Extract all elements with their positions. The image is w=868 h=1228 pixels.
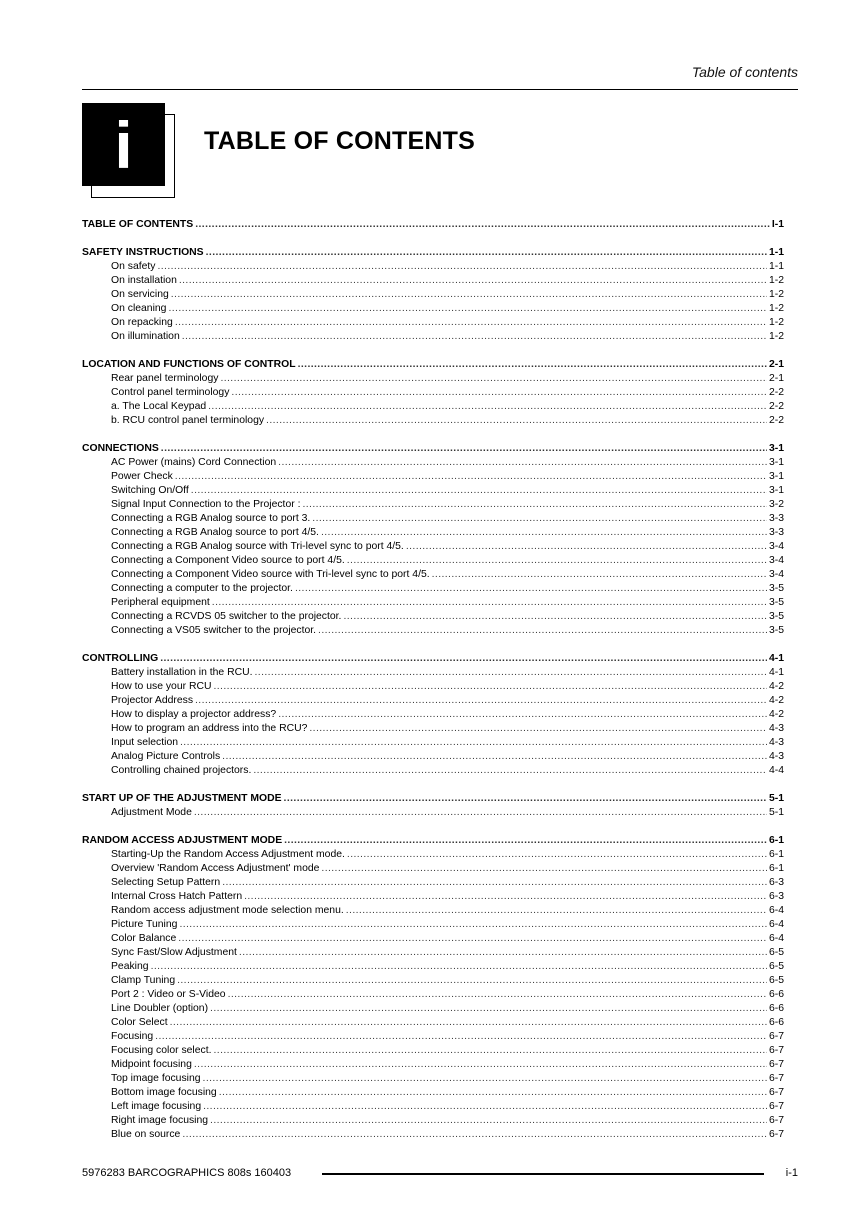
toc-entry-title: On installation — [111, 275, 177, 286]
toc-entry[interactable] — [82, 568, 784, 582]
toc-entry-title: How to program an address into the RCU? — [111, 723, 308, 734]
toc-heading[interactable] — [82, 246, 784, 260]
toc-entry-page: 6-3 — [768, 877, 784, 888]
dot-leader — [298, 358, 767, 372]
dot-leader — [175, 316, 767, 330]
table-of-contents — [82, 218, 784, 1156]
dot-leader — [195, 694, 767, 708]
toc-heading[interactable] — [82, 834, 784, 848]
toc-entry[interactable] — [82, 624, 784, 638]
toc-entry-title: Midpoint focusing — [111, 1059, 192, 1070]
toc-section — [82, 792, 784, 820]
toc-entry-title: AC Power (mains) Cord Connection — [111, 457, 277, 468]
toc-entry[interactable] — [82, 904, 784, 918]
dot-leader — [206, 246, 767, 260]
toc-entry-page: 5-1 — [768, 807, 784, 818]
toc-entry-page: 1-1 — [768, 261, 784, 272]
toc-entry[interactable] — [82, 274, 784, 288]
toc-entry[interactable] — [82, 862, 784, 876]
toc-heading-page: 6-1 — [768, 835, 784, 846]
toc-entry-page: 3-3 — [768, 527, 784, 538]
toc-entry-page: 6-7 — [768, 1101, 784, 1112]
dot-leader — [161, 442, 767, 456]
toc-entry[interactable] — [82, 946, 784, 960]
toc-entry-title: Switching On/Off — [111, 485, 189, 496]
toc-entry[interactable] — [82, 764, 784, 778]
toc-entry-title: Controlling chained projectors. — [111, 765, 252, 776]
toc-entry-page: 6-7 — [768, 1087, 784, 1098]
toc-entry[interactable] — [82, 974, 784, 988]
toc-entry-page: 3-1 — [768, 471, 784, 482]
toc-entry-page: 3-2 — [768, 499, 784, 510]
toc-entry[interactable] — [82, 400, 784, 414]
toc-heading-title: START UP OF THE ADJUSTMENT MODE — [82, 793, 282, 804]
toc-entry-page: 4-2 — [768, 695, 784, 706]
toc-entry-page: 4-3 — [768, 737, 784, 748]
toc-heading-page: 4-1 — [768, 653, 784, 664]
dot-leader — [208, 400, 767, 414]
toc-entry-page: 6-7 — [768, 1129, 784, 1140]
footer-page-number: i-1 — [785, 1167, 798, 1179]
dot-leader — [343, 610, 767, 624]
toc-entry[interactable] — [82, 1016, 784, 1030]
toc-entry-page: 6-6 — [768, 989, 784, 1000]
toc-section — [82, 834, 784, 1142]
dot-leader — [309, 722, 767, 736]
toc-entry[interactable] — [82, 1086, 784, 1100]
dot-leader — [151, 960, 767, 974]
chapter-badge: i — [82, 103, 165, 186]
toc-entry-page: 3-4 — [768, 555, 784, 566]
toc-entry-page: 6-7 — [768, 1115, 784, 1126]
toc-section — [82, 358, 784, 428]
toc-heading-page: 5-1 — [768, 793, 784, 804]
dot-leader — [266, 414, 767, 428]
toc-entry[interactable] — [82, 932, 784, 946]
dot-leader — [160, 652, 767, 666]
toc-entry[interactable] — [82, 498, 784, 512]
toc-entry-page: 3-5 — [768, 597, 784, 608]
toc-entry[interactable] — [82, 302, 784, 316]
dot-leader — [244, 890, 767, 904]
toc-entry[interactable] — [82, 484, 784, 498]
dot-leader — [178, 932, 767, 946]
dot-leader — [321, 526, 767, 540]
toc-heading-page: I-1 — [771, 219, 784, 230]
toc-entry[interactable] — [82, 680, 784, 694]
dot-leader — [155, 1030, 767, 1044]
toc-entry-title: Picture Tuning — [111, 919, 178, 930]
toc-heading-page: 3-1 — [768, 443, 784, 454]
dot-leader — [284, 834, 767, 848]
dot-leader — [194, 1058, 767, 1072]
toc-heading-title: TABLE OF CONTENTS — [82, 219, 194, 230]
toc-entry[interactable] — [82, 918, 784, 932]
toc-entry-title: Control panel terminology — [111, 387, 230, 398]
toc-entry-page: 1-2 — [768, 275, 784, 286]
toc-heading[interactable] — [82, 792, 784, 806]
toc-entry[interactable] — [82, 330, 784, 344]
toc-entry-page: 1-2 — [768, 317, 784, 328]
dot-leader — [278, 708, 767, 722]
toc-entry-page: 6-7 — [768, 1031, 784, 1042]
toc-entry-page: 1-2 — [768, 289, 784, 300]
toc-entry-title: Connecting a computer to the projector. — [111, 583, 293, 594]
toc-entry-title: Connecting a RGB Analog source to port 3. — [111, 513, 311, 524]
toc-entry[interactable] — [82, 876, 784, 890]
toc-entry-title: Focusing — [111, 1031, 154, 1042]
toc-heading-title: CONNECTIONS — [82, 443, 159, 454]
toc-heading-title: CONTROLLING — [82, 653, 159, 664]
toc-entry-page: 3-1 — [768, 485, 784, 496]
toc-entry[interactable] — [82, 1114, 784, 1128]
toc-heading[interactable] — [82, 442, 784, 456]
toc-entry-title: Focusing color select. — [111, 1045, 212, 1056]
dot-leader — [195, 218, 770, 232]
toc-entry[interactable] — [82, 848, 784, 862]
toc-entry-page: 6-4 — [768, 933, 784, 944]
toc-entry-page: 6-5 — [768, 961, 784, 972]
toc-entry[interactable] — [82, 666, 784, 680]
toc-entry-title: Right image focusing — [111, 1115, 209, 1126]
toc-entry[interactable] — [82, 288, 784, 302]
dot-leader — [302, 498, 767, 512]
dot-leader — [182, 330, 767, 344]
toc-entry-title: Overview 'Random Access Adjustment' mode — [111, 863, 320, 874]
toc-entry-title: Peaking — [111, 961, 149, 972]
toc-entry[interactable] — [82, 414, 784, 428]
toc-entry[interactable] — [82, 806, 784, 820]
toc-entry[interactable] — [82, 694, 784, 708]
toc-entry-title: Clamp Tuning — [111, 975, 176, 986]
toc-entry-title: On cleaning — [111, 303, 167, 314]
toc-entry-title: Adjustment Mode — [111, 807, 192, 818]
toc-entry-page: 6-4 — [768, 905, 784, 916]
toc-entry-title: Color Balance — [111, 933, 177, 944]
dot-leader — [179, 918, 767, 932]
dot-leader — [170, 1016, 767, 1030]
header-rule — [82, 89, 798, 90]
dot-leader — [203, 1072, 767, 1086]
dot-leader — [212, 596, 767, 610]
toc-entry-title: Signal Input Connection to the Projector : — [111, 499, 301, 510]
dot-leader — [222, 750, 767, 764]
toc-entry[interactable] — [82, 470, 784, 484]
toc-entry-page: 4-2 — [768, 681, 784, 692]
toc-entry-title: Line Doubler (option) — [111, 1003, 209, 1014]
toc-section — [82, 218, 784, 232]
dot-leader — [406, 540, 767, 554]
dot-leader — [295, 582, 767, 596]
toc-entry-title: Internal Cross Hatch Pattern — [111, 891, 243, 902]
toc-entry[interactable] — [82, 1030, 784, 1044]
toc-heading[interactable] — [82, 652, 784, 666]
toc-entry-title: Connecting a RGB Analog source to port 4/5. — [111, 527, 319, 538]
dot-leader — [346, 904, 767, 918]
dot-leader — [219, 1086, 767, 1100]
toc-entry-page: 3-4 — [768, 569, 784, 580]
toc-entry-title: Random access adjustment mode selection menu. — [111, 905, 344, 916]
page-title: TABLE OF CONTENTS — [204, 127, 475, 155]
toc-entry[interactable] — [82, 260, 784, 274]
toc-entry-page: 6-6 — [768, 1003, 784, 1014]
toc-entry[interactable] — [82, 750, 784, 764]
toc-entry[interactable] — [82, 708, 784, 722]
toc-entry[interactable] — [82, 736, 784, 750]
toc-entry[interactable] — [82, 1072, 784, 1086]
dot-leader — [220, 372, 767, 386]
toc-entry-title: On safety — [111, 261, 156, 272]
dot-leader — [191, 484, 767, 498]
dot-leader — [284, 792, 767, 806]
dot-leader — [222, 876, 767, 890]
dot-leader — [157, 260, 766, 274]
dot-leader — [168, 302, 767, 316]
toc-entry-title: Connecting a RCVDS 05 switcher to the projector. — [111, 611, 342, 622]
toc-section — [82, 246, 784, 344]
toc-entry-page: 3-1 — [768, 457, 784, 468]
toc-entry-page: 4-1 — [768, 667, 784, 678]
toc-heading[interactable] — [82, 358, 784, 372]
toc-entry-title: Connecting a VS05 switcher to the projector. — [111, 625, 317, 636]
toc-entry-title: Projector Address — [111, 695, 194, 706]
dot-leader — [347, 848, 767, 862]
toc-entry[interactable] — [82, 386, 784, 400]
toc-entry-page: 3-4 — [768, 541, 784, 552]
toc-entry-title: Color Select — [111, 1017, 168, 1028]
toc-entry-title: Left image focusing — [111, 1101, 202, 1112]
toc-entry-title: How to display a projector address? — [111, 709, 277, 720]
toc-section — [82, 652, 784, 778]
toc-entry-page: 6-7 — [768, 1045, 784, 1056]
running-header: Table of contents — [691, 64, 798, 80]
toc-entry[interactable] — [82, 554, 784, 568]
toc-entry[interactable] — [82, 456, 784, 470]
toc-entry-page: 4-2 — [768, 709, 784, 720]
toc-entry[interactable] — [82, 1044, 784, 1058]
toc-entry-page: 6-1 — [768, 863, 784, 874]
toc-entry-page: 2-2 — [768, 415, 784, 426]
toc-entry[interactable] — [82, 960, 784, 974]
dot-leader — [318, 624, 767, 638]
toc-entry-title: b. RCU control panel terminology — [111, 415, 265, 426]
dot-leader — [255, 666, 767, 680]
toc-entry[interactable] — [82, 512, 784, 526]
toc-entry-page: 2-1 — [768, 373, 784, 384]
toc-entry-title: Top image focusing — [111, 1073, 201, 1084]
toc-entry-title: Bottom image focusing — [111, 1087, 217, 1098]
toc-entry[interactable] — [82, 988, 784, 1002]
dot-leader — [180, 736, 767, 750]
toc-entry[interactable] — [82, 1002, 784, 1016]
dot-leader — [177, 974, 767, 988]
toc-entry[interactable] — [82, 1058, 784, 1072]
toc-entry-title: On repacking — [111, 317, 173, 328]
toc-entry-page: 3-5 — [768, 583, 784, 594]
toc-entry-page: 3-5 — [768, 611, 784, 622]
dot-leader — [278, 456, 767, 470]
dot-leader — [171, 288, 767, 302]
toc-entry[interactable] — [82, 890, 784, 904]
toc-entry-title: Battery installation in the RCU. — [111, 667, 253, 678]
toc-entry[interactable] — [82, 1128, 784, 1142]
toc-heading[interactable] — [82, 218, 784, 232]
toc-entry[interactable] — [82, 596, 784, 610]
dot-leader — [175, 470, 767, 484]
dot-leader — [228, 988, 767, 1002]
dot-leader — [239, 946, 767, 960]
toc-entry-title: On servicing — [111, 289, 169, 300]
toc-entry-page: 3-3 — [768, 513, 784, 524]
toc-entry[interactable] — [82, 526, 784, 540]
toc-entry-page: 4-3 — [768, 723, 784, 734]
toc-entry-page: 2-2 — [768, 401, 784, 412]
toc-entry[interactable] — [82, 540, 784, 554]
toc-heading-title: SAFETY INSTRUCTIONS — [82, 247, 204, 258]
dot-leader — [194, 806, 767, 820]
toc-entry-page: 1-2 — [768, 303, 784, 314]
toc-entry[interactable] — [82, 722, 784, 736]
toc-entry-title: Power Check — [111, 471, 173, 482]
toc-entry-page: 6-4 — [768, 919, 784, 930]
dot-leader — [210, 1002, 767, 1016]
dot-leader — [253, 764, 767, 778]
toc-entry-page: 6-1 — [768, 849, 784, 860]
toc-entry[interactable] — [82, 582, 784, 596]
toc-entry[interactable] — [82, 1100, 784, 1114]
dot-leader — [213, 680, 766, 694]
toc-entry-title: Selecting Setup Pattern — [111, 877, 221, 888]
dot-leader — [182, 1128, 767, 1142]
toc-entry-title: a. The Local Keypad — [111, 401, 207, 412]
footer-document-id: 5976283 BARCOGRAPHICS 808s 160403 — [82, 1167, 292, 1179]
toc-entry-page: 6-7 — [768, 1073, 784, 1084]
dot-leader — [321, 862, 767, 876]
toc-entry-title: Sync Fast/Slow Adjustment — [111, 947, 237, 958]
dot-leader — [432, 568, 767, 582]
toc-heading-title: LOCATION AND FUNCTIONS OF CONTROL — [82, 359, 296, 370]
toc-entry-page: 3-5 — [768, 625, 784, 636]
dot-leader — [214, 1044, 767, 1058]
dot-leader — [210, 1114, 767, 1128]
toc-entry-title: How to use your RCU — [111, 681, 212, 692]
toc-entry-page: 6-5 — [768, 975, 784, 986]
dot-leader — [203, 1100, 767, 1114]
dot-leader — [231, 386, 767, 400]
toc-entry-title: Connecting a Component Video source with Tri-level sync to port 4/5. — [111, 569, 430, 580]
toc-entry-title: Blue on source — [111, 1129, 181, 1140]
toc-entry-page: 6-5 — [768, 947, 784, 958]
toc-entry-title: Analog Picture Controls — [111, 751, 221, 762]
footer-rule — [322, 1173, 764, 1175]
dot-leader — [179, 274, 767, 288]
toc-entry-title: Input selection — [111, 737, 179, 748]
toc-entry-title: Peripheral equipment — [111, 597, 210, 608]
toc-entry-title: Port 2 : Video or S-Video — [111, 989, 226, 1000]
toc-entry[interactable] — [82, 610, 784, 624]
toc-heading-page: 2-1 — [768, 359, 784, 370]
toc-entry-page: 2-2 — [768, 387, 784, 398]
toc-entry-title: On illumination — [111, 331, 180, 342]
toc-entry-title: Connecting a RGB Analog source with Tri-level sync to port 4/5. — [111, 541, 404, 552]
toc-entry-page: 6-7 — [768, 1059, 784, 1070]
toc-entry-page: 4-3 — [768, 751, 784, 762]
toc-entry-title: Connecting a Component Video source to port 4/5. — [111, 555, 345, 566]
toc-entry-page: 6-6 — [768, 1017, 784, 1028]
toc-entry[interactable] — [82, 372, 784, 386]
toc-section — [82, 442, 784, 638]
toc-entry-title: Rear panel terminology — [111, 373, 219, 384]
toc-heading-title: RANDOM ACCESS ADJUSTMENT MODE — [82, 835, 283, 846]
toc-entry-title: Starting-Up the Random Access Adjustment mode. — [111, 849, 345, 860]
toc-entry-page: 6-3 — [768, 891, 784, 902]
toc-heading-page: 1-1 — [768, 247, 784, 258]
toc-entry[interactable] — [82, 316, 784, 330]
dot-leader — [347, 554, 767, 568]
toc-entry-page: 4-4 — [768, 765, 784, 776]
toc-entry-page: 1-2 — [768, 331, 784, 342]
dot-leader — [312, 512, 767, 526]
